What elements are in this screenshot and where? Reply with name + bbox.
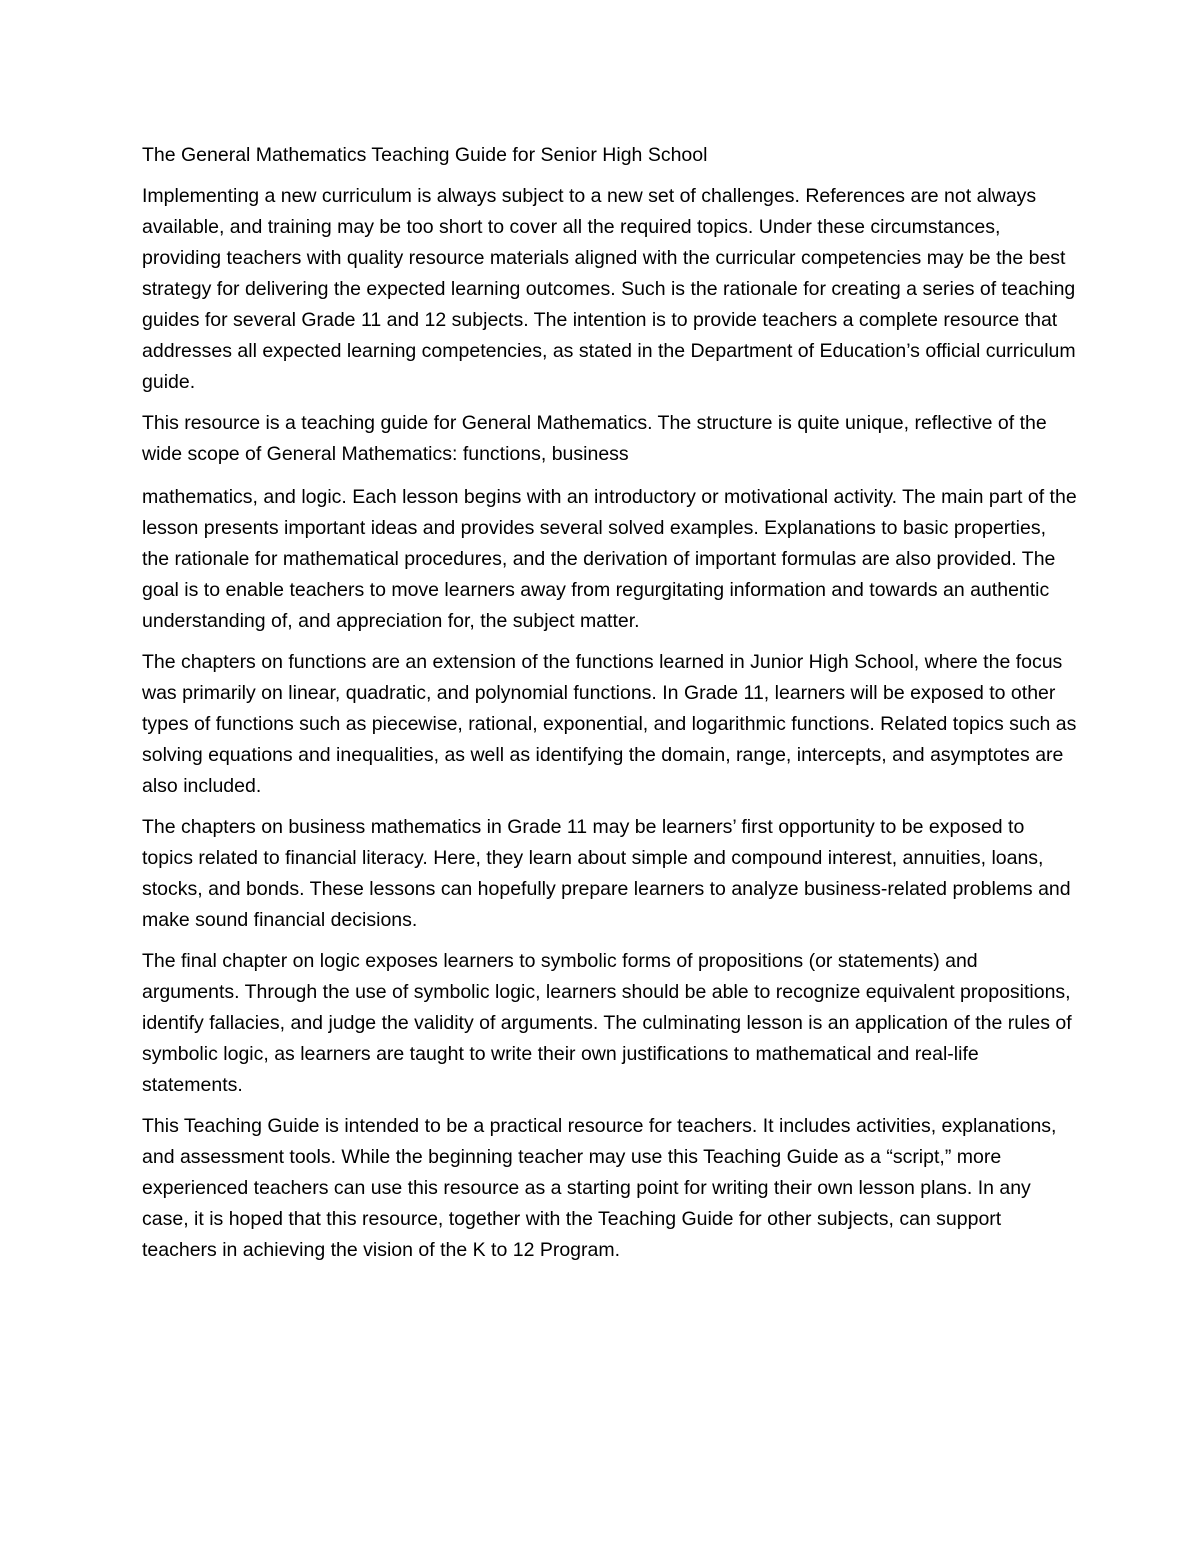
document-title: The General Mathematics Teaching Guide for Senior High School — [142, 144, 708, 166]
paragraph-teaching-guide-purpose: This Teaching Guide is intended to be a practical resource for teachers. It includes activities, explanations, and assessment tools. While the beginning teacher may use this Teaching Guide as a “script,” more experienced teachers can use this resource as a starting point for writing their own lesson plans. In any case, it is hoped that this resource, together with the Teaching Guide for other subjects, can support teachers in achieving the vision of the K to 12 Program. — [142, 1115, 1057, 1261]
paragraph-functions: The chapters on functions are an extension of the functions learned in Junior High School, where the focus was primarily on linear, quadratic, and polynomial functions. In Grade 11, learners will be exposed to other types of functions such as piecewise, rational, exponential, and logarithmic functions. Related topics such as solving equations and inequalities, as well as identifying the domain, range, intercepts, and asymptotes are also included. — [142, 651, 1077, 797]
paragraph-lesson-structure: mathematics, and logic. Each lesson begins with an introductory or motivational activity. The main part of the lesson presents important ideas and provides several solved examples. Explanations to basic properties, the rationale for mathematical procedures, and the derivation of important formulas are also provided. The goal is to enable teachers to move learners away from regurgitating information and towards an authentic understanding of, and appreciation for, the subject matter. — [142, 486, 1077, 632]
paragraph-introduction: Implementing a new curriculum is always subject to a new set of challenges. References are not always available, and training may be too short to cover all the required topics. Under these circumstances, providing teachers with quality resource materials aligned with the curricular competencies may be the best strategy for delivering the expected learning outcomes. Such is the rationale for creating a series of teaching guides for several Grade 11 and 12 subjects. The intention is to provide teachers a complete resource that addresses all expected learning competencies, as stated in the Department of Education’s official curriculum guide. — [142, 185, 1076, 393]
paragraph-resource-overview: This resource is a teaching guide for General Mathematics. The structure is quite unique, reflective of the wide scope of General Mathematics: functions, business — [142, 412, 1047, 465]
paragraph-logic: The final chapter on logic exposes learners to symbolic forms of propositions (or statements) and arguments. Through the use of symbolic logic, learners should be able to recognize equivalent propositions, identify fallacies, and judge the validity of arguments. The culminating lesson is an application of the rules of symbolic logic, as learners are taught to write their own justifications to mathematical and real-life statements. — [142, 950, 1072, 1096]
paragraph-business-mathematics: The chapters on business mathematics in Grade 11 may be learners’ first opportunity to be exposed to topics related to financial literacy. Here, they learn about simple and compound interest, annuities, loans, stocks, and bonds. These lessons can hopefully prepare learners to analyze business-related problems and make sound financial decisions. — [142, 816, 1071, 931]
document-body — [142, 140, 1077, 1276]
